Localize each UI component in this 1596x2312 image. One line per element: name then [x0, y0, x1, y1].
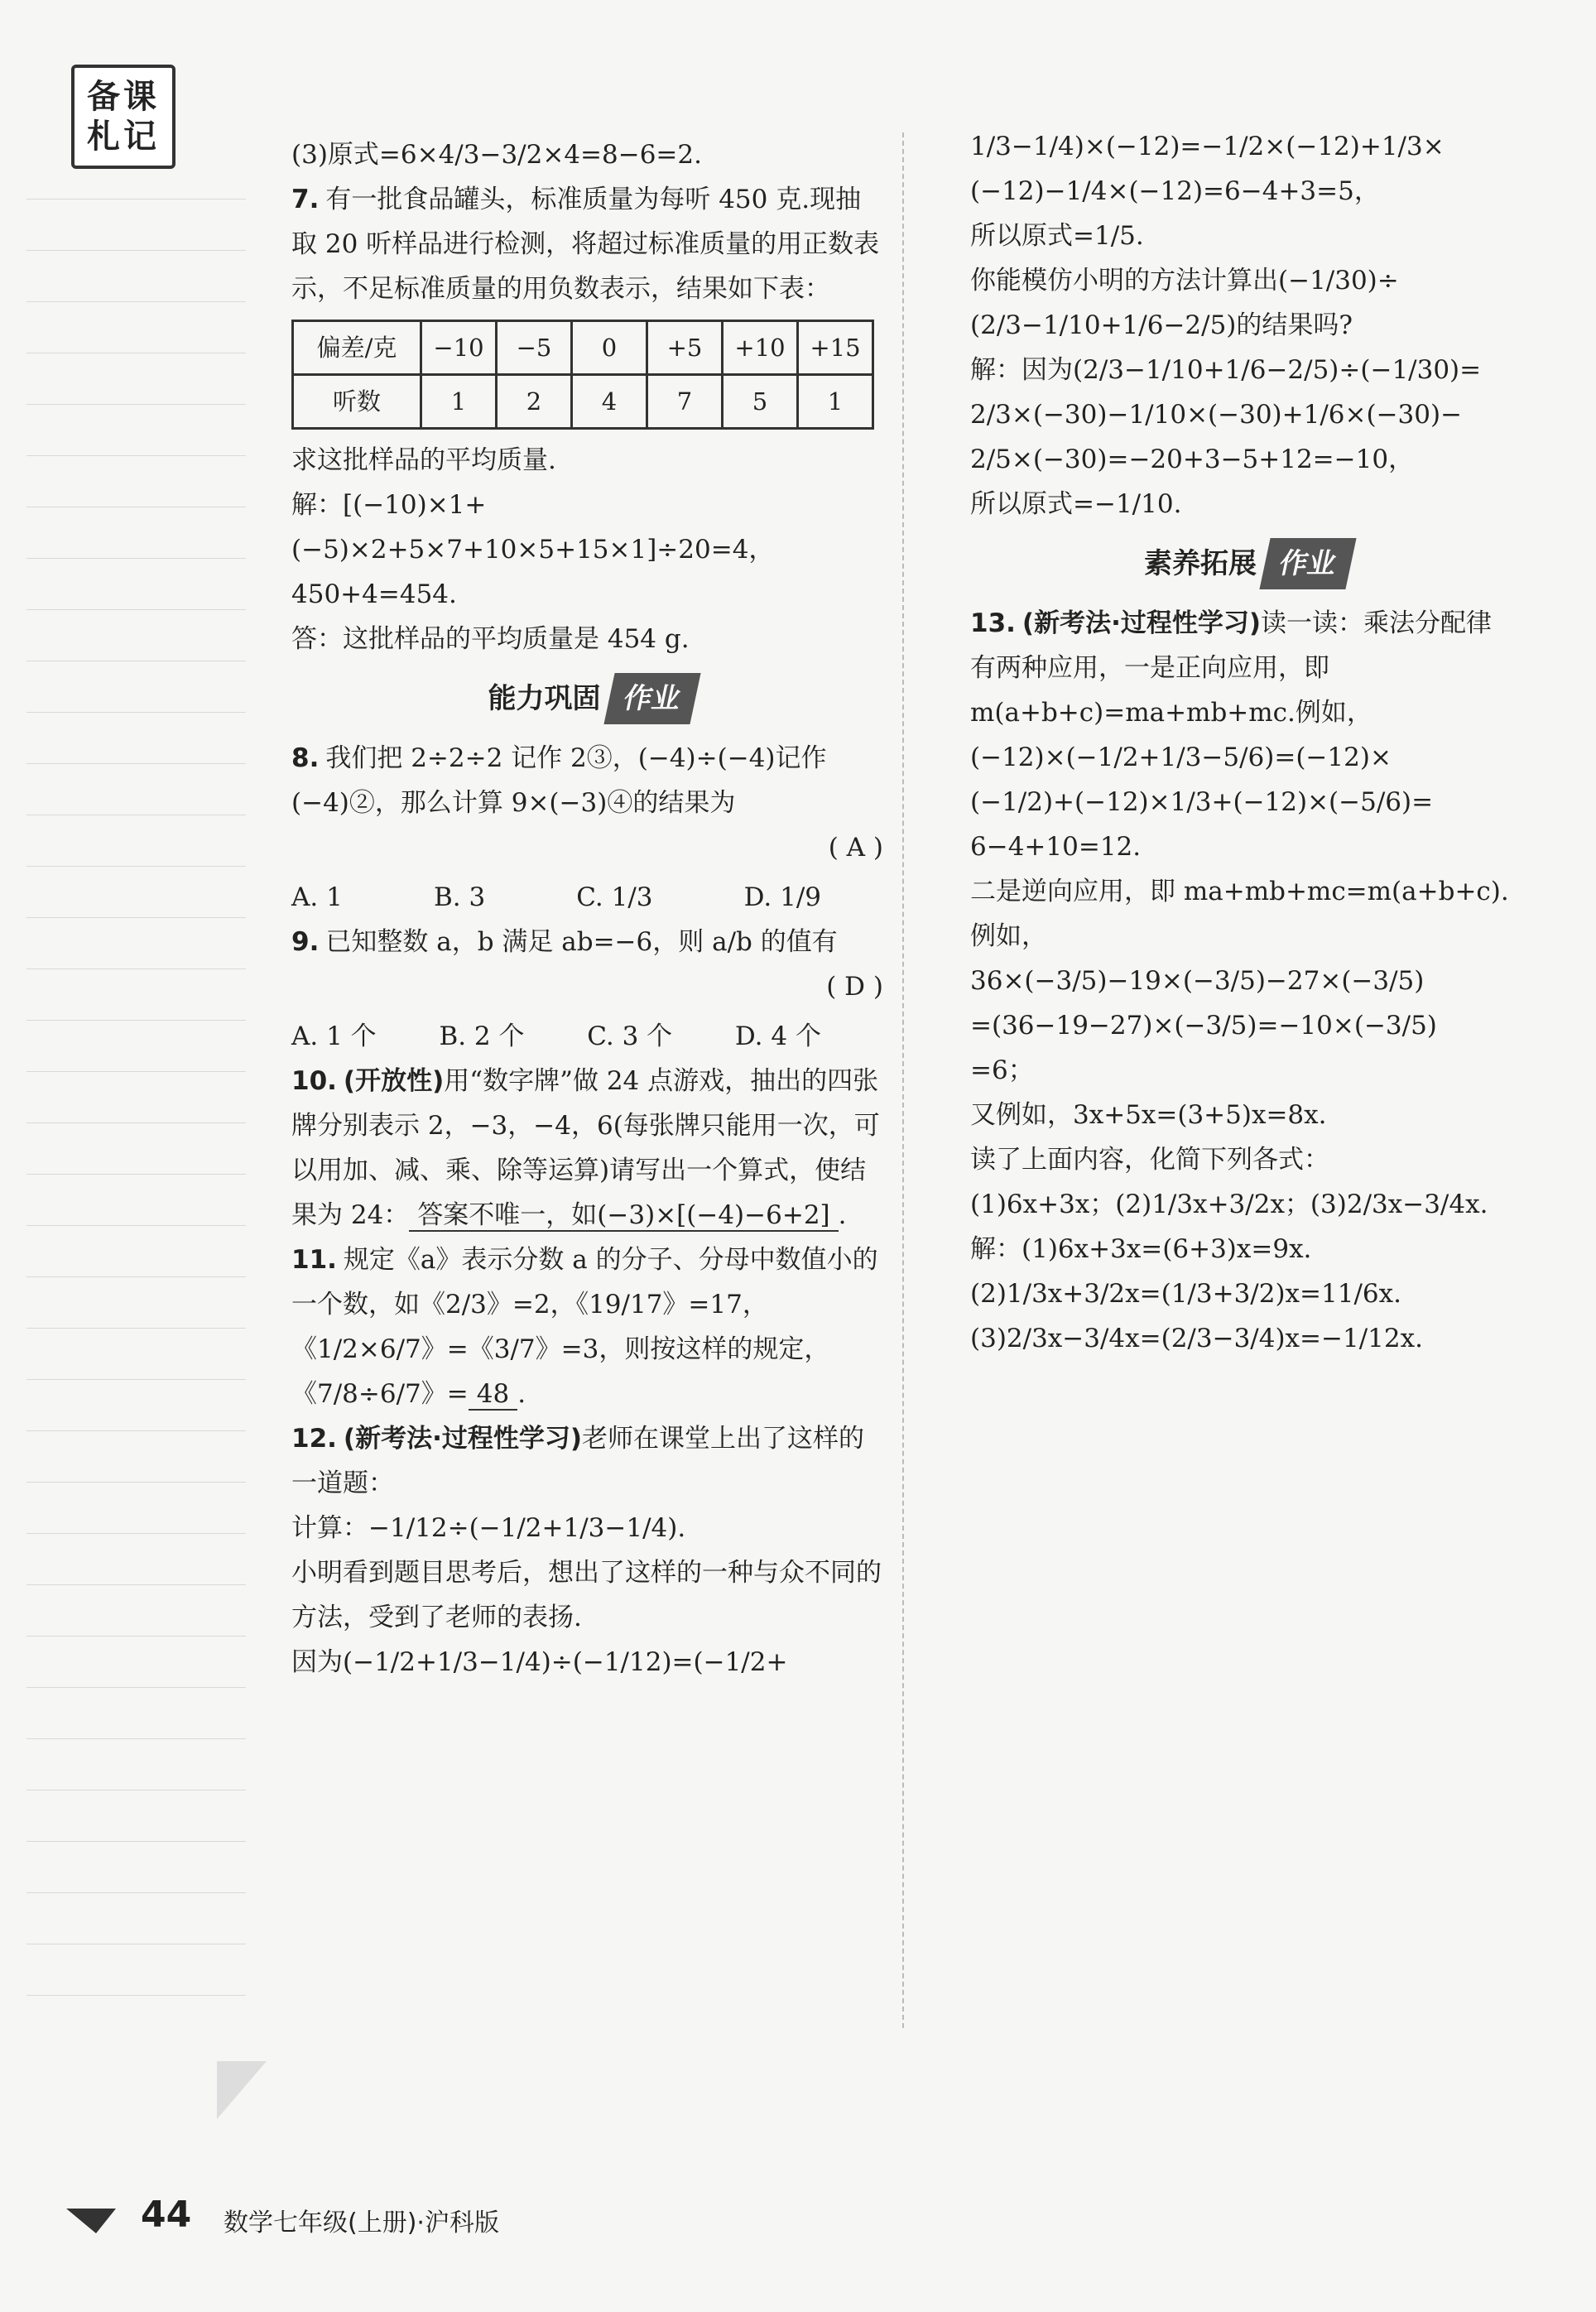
question-8: 8. 我们把 2÷2÷2 记作 2③，(−4)÷(−4)记作(−4)②，那么计算 9×(−3)④的结果为: [291, 743, 827, 818]
text-line: 所以原式=−1/10.: [970, 489, 1182, 519]
column-divider: [902, 132, 904, 2028]
question-10: 10. (开放性)用“数字牌”做 24 点游戏，抽出的四张牌分别表示 2，−3，−4，6(每张牌只能用一次，可以用加、减、乘、除等运算)请写出一个算式，使结果为 24： 答案不唯一，如(−3)×[(−4)−6+2] .: [291, 1066, 880, 1230]
q9-answer: ( D ): [826, 972, 883, 1002]
section-header-ability: 能力巩固 作业: [291, 673, 883, 724]
lesson-notes-badge: [71, 65, 175, 169]
section-header-literacy: 素养拓展 作业: [970, 538, 1517, 589]
right-column: [970, 124, 1517, 1361]
text-line: =6；: [970, 1055, 1034, 1085]
q7-ask: 求这批样品的平均质量.: [291, 445, 556, 475]
text-line: 2/5×(−30)=−20+3−5+12=−10，: [970, 445, 1415, 474]
badge-line1: 备课: [87, 78, 160, 116]
text-line: (1)6x+3x；(2)1/3x+3/2x；(3)2/3x−3/4x.: [970, 1190, 1488, 1219]
text-line: (−12)−1/4×(−12)=6−4+3=5，: [970, 176, 1380, 206]
text-line: 解：(1)6x+3x=(6+3)x=9x.: [970, 1234, 1312, 1264]
table-row: 听数 1 2 4 7 5 1: [293, 375, 873, 429]
text-line: 6−4+10=12.: [970, 832, 1142, 862]
text-line: 二是逆向应用，即 ma+mb+mc=m(a+b+c).: [970, 877, 1509, 906]
text-line: (−1/2)+(−12)×1/3+(−12)×(−5/6)=: [970, 787, 1434, 817]
corner-triangle-icon: [217, 2061, 267, 2119]
book-title: 数学七年级(上册)·沪科版: [224, 2209, 499, 2237]
table-row: 偏差/克 −10 −5 0 +5 +10 +15: [293, 321, 873, 375]
text-line: 2/3×(−30)−1/10×(−30)+1/6×(−30)−: [970, 400, 1463, 430]
page-number: 44: [141, 2194, 192, 2236]
q8-answer: ( A ): [828, 833, 883, 863]
deviation-table: [291, 320, 874, 430]
prev-solution: (3)原式=6×4/3−3/2×4=8−6=2.: [291, 140, 702, 170]
text-line: (3)2/3x−3/4x=(2/3−3/4)x=−1/12x.: [970, 1324, 1423, 1353]
left-column: [291, 132, 883, 1685]
notes-margin: [26, 199, 246, 2046]
text-line: 又例如，3x+5x=(3+5)x=8x.: [970, 1100, 1327, 1130]
footer-arrow-icon: [66, 2202, 116, 2235]
text-line: (2/3−1/10+1/6−2/5)的结果吗?: [970, 310, 1353, 340]
q12-because: 因为(−1/2+1/3−1/4)÷(−1/12)=(−1/2+: [291, 1647, 788, 1677]
text-line: (−12)×(−1/2+1/3−5/6)=(−12)×: [970, 743, 1392, 772]
q7-solution: 解：[(−10)×1+(−5)×2+5×7+10×5+15×1]÷20=4，450+4=454.: [291, 490, 775, 609]
q7-answer: 答：这批样品的平均质量是 454 g.: [291, 624, 690, 654]
question-12: 12. (新考法·过程性学习)老师在课堂上出了这样的一道题：: [291, 1424, 865, 1498]
question-11: 11. 规定《a》表示分数 a 的分子、分母中数值小的一个数，如《2/3》=2，《19/17》=17，《1/2×6/7》=《3/7》=3，则按这样的规定，《7/8÷6/7》= 48 .: [291, 1245, 878, 1409]
text-line: 例如，: [970, 921, 1047, 951]
text-line: 所以原式=1/5.: [970, 221, 1144, 251]
text-line: 解：因为(2/3−1/10+1/6−2/5)÷(−1/30)=: [970, 355, 1482, 385]
text-line: (2)1/3x+3/2x=(1/3+3/2)x=11/6x.: [970, 1279, 1401, 1309]
text-line: 读了上面内容，化简下列各式：: [970, 1145, 1329, 1175]
q9-options: A. 1 个 B. 2 个 C. 3 个 D. 4 个: [291, 1021, 821, 1051]
text-line: 你能模仿小明的方法计算出(−1/30)÷: [970, 266, 1399, 296]
question-13: 13. (新考法·过程性学习)读一读：乘法分配律有两种应用，一是正向应用，即 m(a+b+c)=ma+mb+mc.例如，: [970, 608, 1493, 728]
text-line: 1/3−1/4)×(−12)=−1/2×(−12)+1/3×: [970, 132, 1445, 161]
text-line: 36×(−3/5)−19×(−3/5)−27×(−3/5): [970, 966, 1425, 996]
q12-desc: 小明看到题目思考后，想出了这样的一种与众不同的方法，受到了老师的表扬.: [291, 1558, 882, 1632]
badge-line2: 札记: [87, 118, 160, 156]
question-7: 7. 有一批食品罐头，标准质量为每听 450 克.现抽取 20 听样品进行检测，将超过标准质量的用正数表示，不足标准质量的用负数表示，结果如下表：: [291, 185, 880, 304]
q8-options: A. 1 B. 3 C. 1/3 D. 1/9: [291, 882, 821, 912]
q12-calc: 计算：−1/12÷(−1/2+1/3−1/4).: [291, 1513, 686, 1543]
text-line: =(36−19−27)×(−3/5)=−10×(−3/5): [970, 1011, 1437, 1041]
question-9: 9. 已知整数 a，b 满足 ab=−6，则 a/b 的值有: [291, 927, 838, 957]
